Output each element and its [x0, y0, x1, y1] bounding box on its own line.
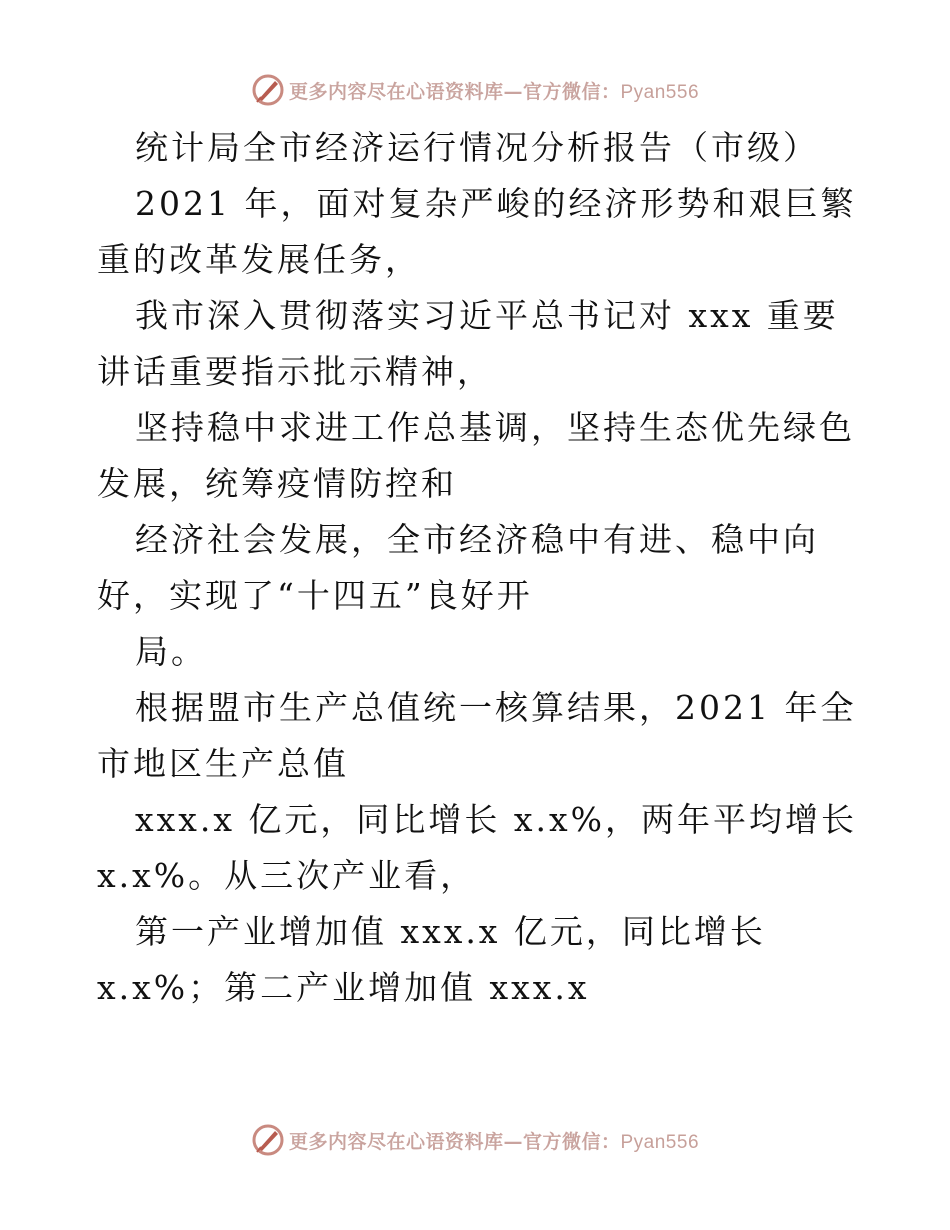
feather-pen-seal-icon — [251, 73, 285, 107]
wechat-id: Pyan556 — [620, 1131, 700, 1153]
document-title: 统计局全市经济运行情况分析报告（市级） — [135, 128, 819, 167]
paragraph: 2021 年，面对复杂严峻的经济形势和艰巨繁重的改革发展任务， — [97, 184, 857, 279]
feather-pen-seal-icon — [251, 1123, 285, 1157]
paragraph: 第一产业增加值 xxx.x 亿元，同比增长 x.x%；第二产业增加值 xxx.x — [97, 912, 766, 1007]
document-body — [97, 120, 857, 1016]
paragraph: 局。 — [135, 632, 207, 671]
paragraph: 根据盟市生产总值统一核算结果，2021 年全市地区生产总值 — [97, 688, 857, 783]
paragraph: 经济社会发展，全市经济稳中有进、稳中向好，实现了“十四五”良好开 — [97, 520, 819, 615]
paragraph: 坚持稳中求进工作总基调，坚持生态优先绿色发展，统筹疫情防控和 — [97, 408, 855, 503]
paragraph: xxx.x 亿元，同比增长 x.x%，两年平均增长 x.x%。从三次产业看， — [97, 800, 857, 895]
header-watermark-banner — [0, 70, 950, 110]
watermark-text: 更多内容尽在心语资料库—官方微信：Pyan556 — [288, 1130, 700, 1153]
footer-watermark-banner — [0, 1120, 950, 1160]
wechat-id: Pyan556 — [620, 81, 700, 103]
watermark-text: 更多内容尽在心语资料库—官方微信：Pyan556 — [288, 80, 700, 103]
paragraph: 我市深入贯彻落实习近平总书记对 xxx 重要讲话重要指示批示精神， — [97, 296, 839, 391]
